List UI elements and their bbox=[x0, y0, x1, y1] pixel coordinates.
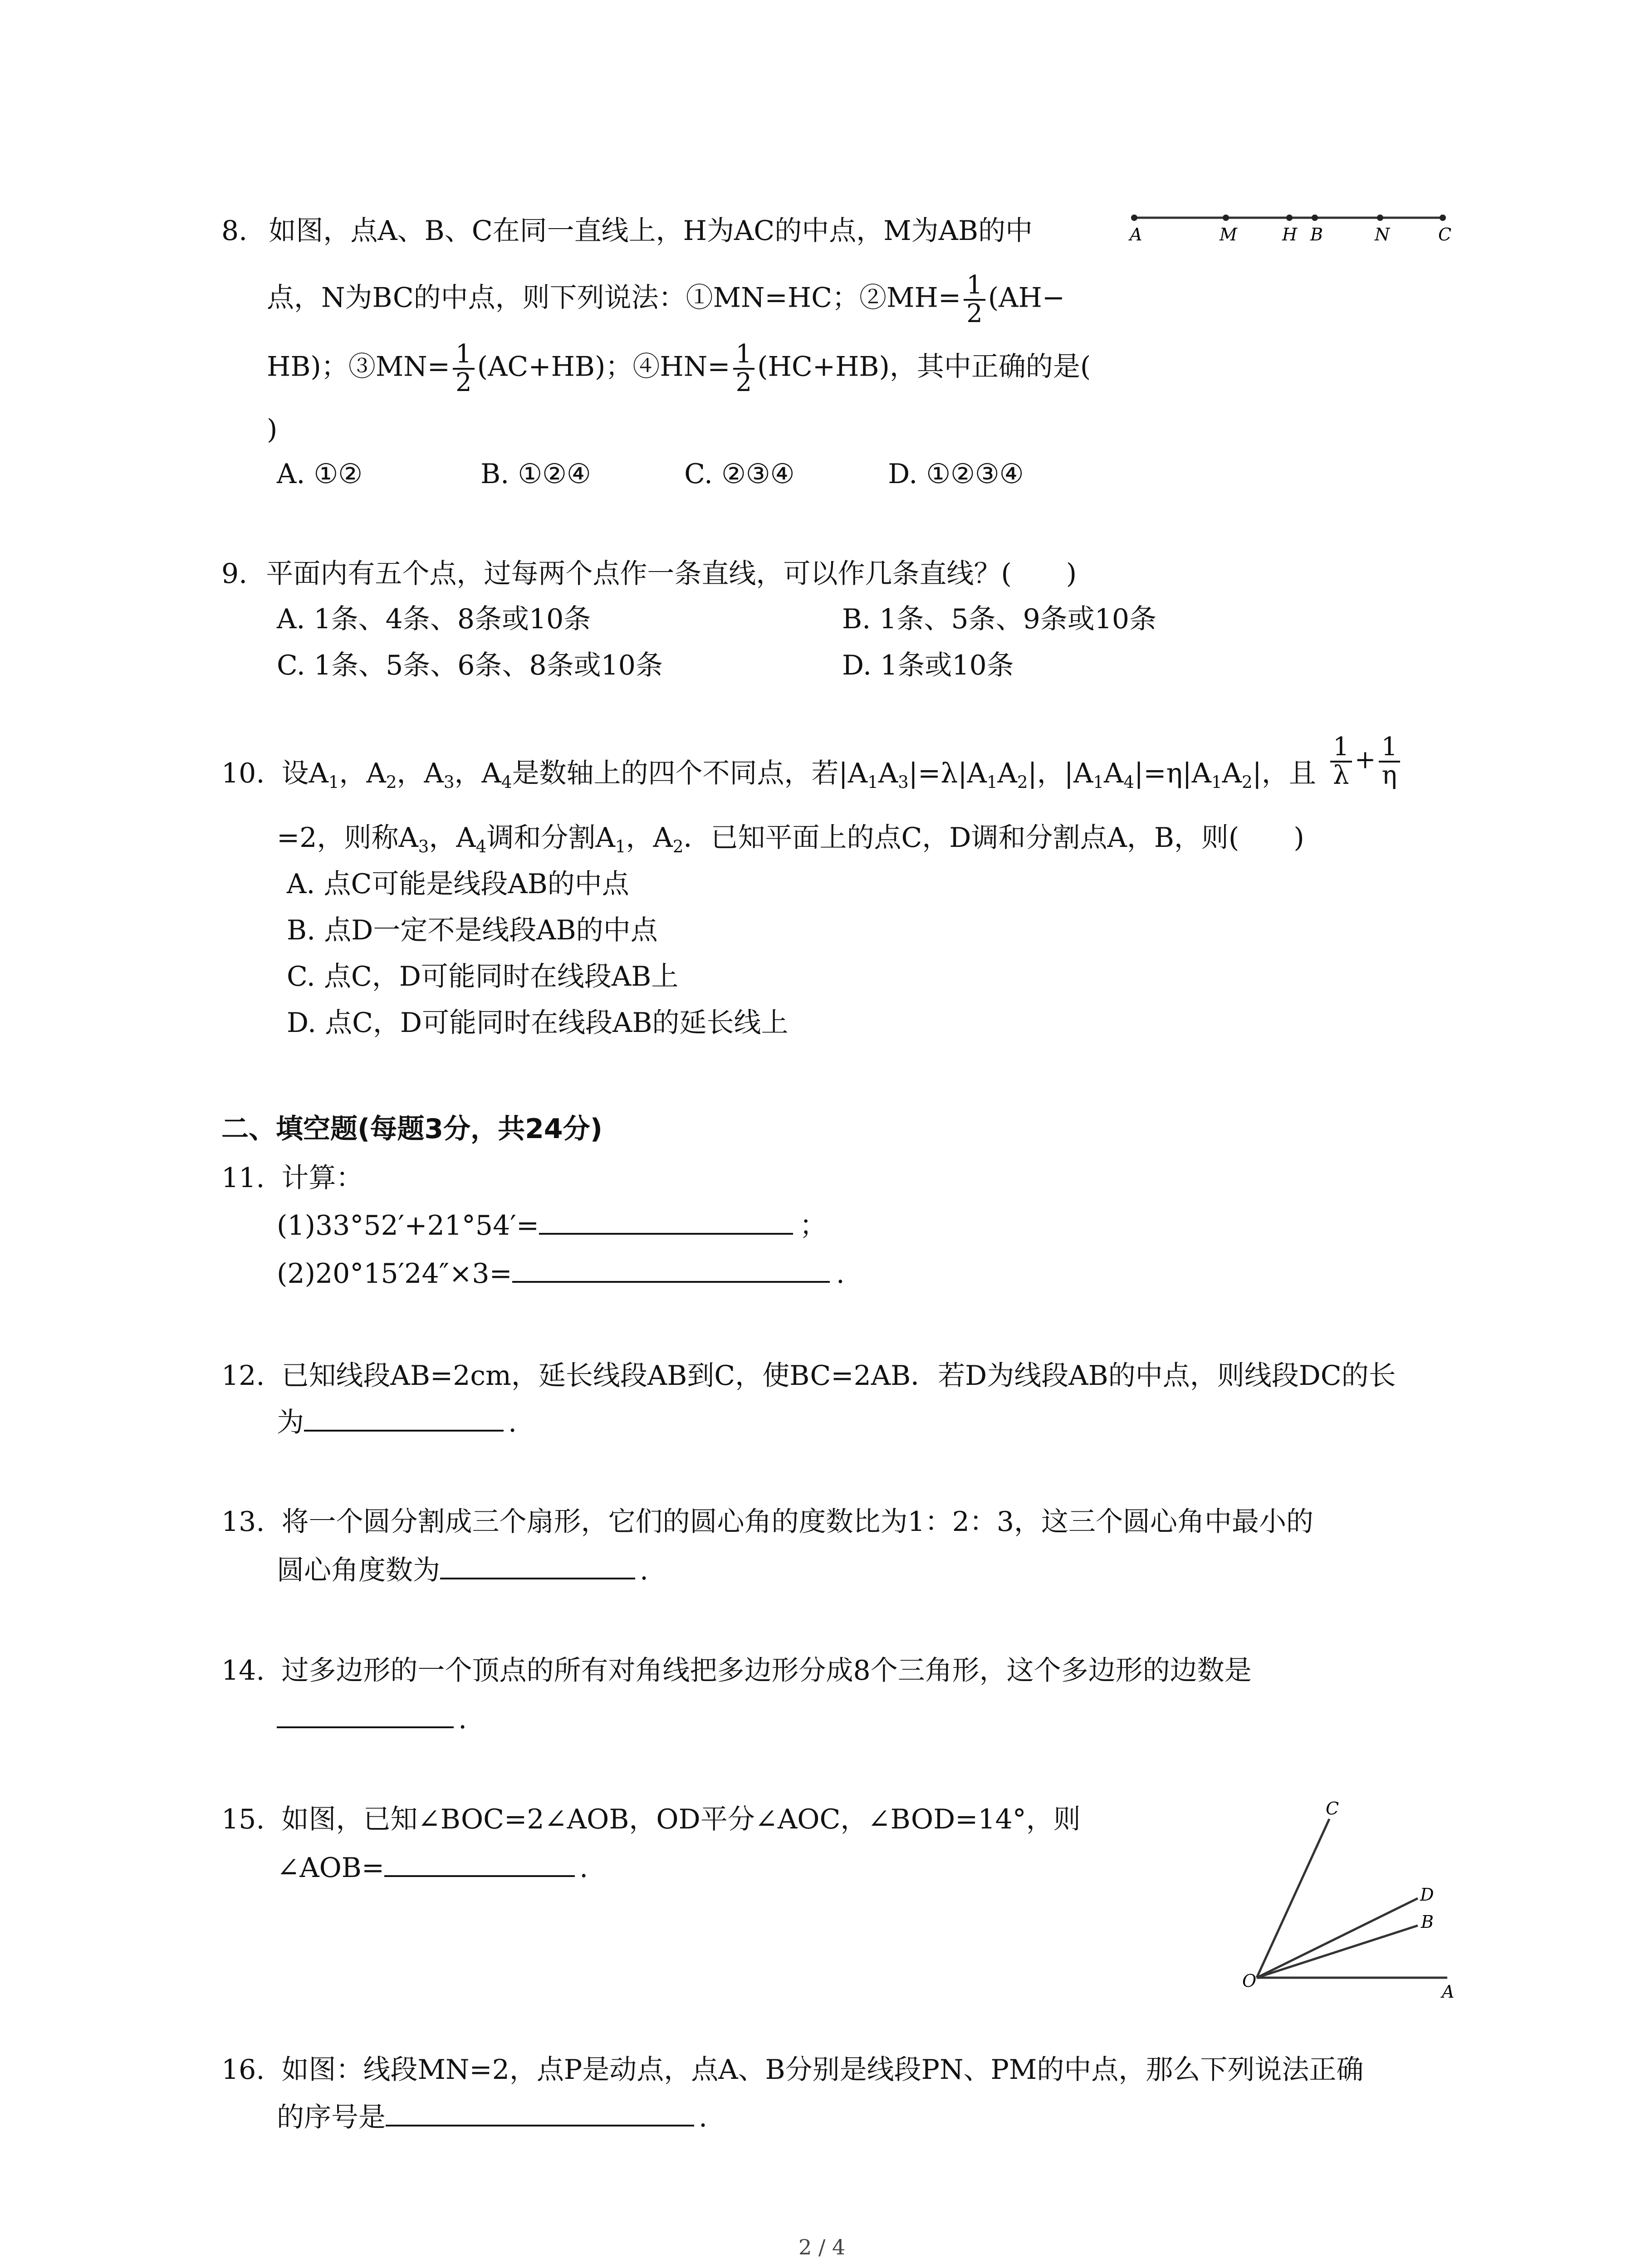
q11-part2 bbox=[277, 1256, 845, 1291]
q16-line2-end: . bbox=[699, 2102, 708, 2133]
q9-option-c: C. 1条、5条、6条、8条或10条 bbox=[277, 650, 663, 681]
q9-text: 平面内有五个点，过每两个点作一条直线，可以作几条直线？( ) bbox=[266, 558, 1077, 590]
q13-text-line1: 将一个圆分割成三个扇形，它们的圆心角的度数比为1：2：3，这三个圆心角中最小的 bbox=[281, 1506, 1314, 1538]
q8-point-n bbox=[1377, 215, 1383, 221]
q14-number: 14. bbox=[221, 1655, 265, 1686]
q9-line1 bbox=[221, 557, 1077, 591]
q8-text-line3c: (HC+HB)，其中正确的是( bbox=[757, 351, 1091, 383]
q15-label-c: C bbox=[1326, 1799, 1339, 1818]
q15-line2 bbox=[277, 1851, 588, 1885]
q8-point-h bbox=[1286, 215, 1293, 221]
q8-option-c: C. ②③④ bbox=[684, 458, 795, 490]
q13-answer-blank[interactable] bbox=[440, 1553, 635, 1579]
q15-answer-blank[interactable] bbox=[384, 1851, 575, 1877]
q11-answer-blank-2[interactable] bbox=[512, 1256, 830, 1283]
q13-line2 bbox=[277, 1553, 648, 1588]
q8-line4: ) bbox=[267, 414, 278, 445]
q10-option-c: C. 点C，D可能同时在线段AB上 bbox=[287, 961, 679, 992]
q8-point-b bbox=[1312, 215, 1318, 221]
q10-plus: + bbox=[1354, 745, 1376, 775]
q16-number: 16. bbox=[221, 2054, 265, 2086]
q11-part1 bbox=[277, 1208, 827, 1243]
q8-text-line2-end: (AH− bbox=[988, 282, 1065, 314]
q11-answer-blank-1[interactable] bbox=[539, 1208, 793, 1235]
q12-number: 12. bbox=[221, 1360, 265, 1392]
section-2-title: 二、填空题(每题3分，共24分) bbox=[221, 1113, 603, 1145]
q14-line2 bbox=[277, 1702, 467, 1736]
q15-label-d: D bbox=[1420, 1885, 1434, 1905]
q10-option-d: D. 点C，D可能同时在线段AB的延长线上 bbox=[287, 1007, 789, 1039]
q8-text-line3a: HB)；③MN= bbox=[267, 351, 451, 383]
q14-line1 bbox=[221, 1654, 1252, 1688]
q16-answer-blank[interactable] bbox=[386, 2100, 694, 2126]
q10-fraction-lambda: $\frac{1}{\lambda}$ bbox=[1330, 734, 1352, 789]
page-number: 2 / 4 bbox=[798, 2235, 846, 2259]
q8-text-line2: 点，N为BC的中点，则下列说法：①MN=HC；②MH= bbox=[267, 282, 961, 314]
q10-line1 bbox=[221, 757, 1316, 792]
q13-number: 13. bbox=[221, 1506, 265, 1538]
q15-ray-od bbox=[1257, 1898, 1418, 1978]
q15-figure-angles bbox=[1225, 1796, 1461, 2005]
q8-point-a bbox=[1131, 215, 1137, 221]
q11-part2-end: . bbox=[836, 1258, 845, 1290]
q15-label-a: A bbox=[1442, 1982, 1455, 2002]
q11-part2-text: (2)20°15′24″×3= bbox=[277, 1258, 512, 1290]
q9-option-d: D. 1条或10条 bbox=[842, 650, 1014, 681]
q8-line3 bbox=[267, 341, 1091, 396]
q15-label-o: O bbox=[1242, 1971, 1257, 1991]
q15-ray-oc bbox=[1257, 1819, 1329, 1978]
q11-number: 11. bbox=[221, 1162, 265, 1194]
q11-part1-text: (1)33°52′+21°54′= bbox=[277, 1210, 539, 1242]
q9-option-b: B. 1条、5条、9条或10条 bbox=[842, 603, 1157, 635]
q8-line2 bbox=[267, 272, 1065, 327]
q8-fraction-half-3: $\frac{1}{2}$ bbox=[733, 341, 755, 396]
q10-number: 10. bbox=[221, 758, 265, 789]
q13-text-line2: 圆心角度数为 bbox=[277, 1554, 440, 1586]
q8-label-n: N bbox=[1375, 225, 1390, 244]
q10-fraction-group bbox=[1327, 734, 1403, 789]
q11-title: 计算： bbox=[281, 1162, 363, 1194]
q8-text-line1: 如图，点A、B、C在同一直线上，H为AC的中点，M为AB的中 bbox=[269, 215, 1033, 247]
q15-text-line2: ∠AOB= bbox=[277, 1852, 385, 1884]
q10-option-a: A. 点C可能是线段AB的中点 bbox=[287, 868, 629, 900]
q8-label-c: C bbox=[1438, 225, 1452, 244]
q8-label-a: A bbox=[1130, 225, 1142, 244]
q10-option-b: B. 点D一定不是线段AB的中点 bbox=[287, 914, 658, 946]
q14-line2-end: . bbox=[458, 1703, 467, 1735]
q12-line1 bbox=[221, 1359, 1396, 1393]
q12-answer-blank[interactable] bbox=[304, 1405, 504, 1432]
q16-text-line1: 如图：线段MN=2，点P是动点，点A、B分别是线段PN、PM的中点，那么下列说法正确 bbox=[281, 2054, 1364, 2086]
q14-answer-blank[interactable] bbox=[277, 1702, 454, 1728]
q9-option-a: A. 1条、4条、8条或10条 bbox=[277, 603, 591, 635]
q12-line2 bbox=[277, 1405, 517, 1440]
q8-fraction-half-2: $\frac{1}{2}$ bbox=[453, 341, 475, 396]
q15-line1 bbox=[221, 1803, 1081, 1837]
q8-figure-line bbox=[1121, 200, 1456, 249]
q8-option-d: D. ①②③④ bbox=[888, 458, 1024, 490]
q16-line1 bbox=[221, 2053, 1363, 2087]
q8-label-h: H bbox=[1282, 225, 1298, 244]
q15-label-b: B bbox=[1421, 1912, 1434, 1932]
q11-line1 bbox=[221, 1161, 363, 1195]
q12-line2-end: . bbox=[508, 1407, 517, 1438]
q15-line2-end: . bbox=[579, 1852, 588, 1884]
q8-label-b: B bbox=[1310, 225, 1323, 244]
q8-text-line3b: (AC+HB)；④HN= bbox=[477, 351, 730, 383]
q8-option-b: B. ①②④ bbox=[480, 458, 591, 490]
q15-ray-ob bbox=[1257, 1926, 1418, 1978]
q16-text-line2: 的序号是 bbox=[277, 2102, 386, 2133]
q8-fraction-half-1: $\frac{1}{2}$ bbox=[964, 272, 985, 327]
q8-point-c bbox=[1440, 215, 1446, 221]
q12-text-line2: 为 bbox=[277, 1407, 304, 1438]
q10-line2: =2，则称$A_3$，$A_4$调和分割$A_1$，$A_2$．已知平面上的点C，D调和分割点A，B，则( ) bbox=[277, 822, 1304, 856]
q16-line2 bbox=[277, 2100, 707, 2135]
q8-number: 8. bbox=[221, 215, 248, 247]
q12-text-line1: 已知线段AB=2cm，延长线段AB到C，使BC=2AB．若D为线段AB的中点，则线段DC的长 bbox=[281, 1360, 1396, 1392]
q15-text-line1: 如图，已知∠BOC=2∠AOB，OD平分∠AOC，∠BOD=14°，则 bbox=[281, 1804, 1081, 1835]
q8-options bbox=[277, 457, 1024, 491]
q10-text-line1: 设$A_1$，$A_2$，$A_3$，$A_4$是数轴上的四个不同点，若$|A_1A_3|=\lambda|A_1A_2|$，$|A_1A_4|=\eta|A_1A_2|$，且 bbox=[281, 758, 1316, 792]
q14-text-line1: 过多边形的一个顶点的所有对角线把多边形分成8个三角形，这个多边形的边数是 bbox=[281, 1655, 1252, 1686]
q8-point-m bbox=[1223, 215, 1229, 221]
q9-number: 9. bbox=[221, 558, 248, 590]
q13-line1 bbox=[221, 1505, 1313, 1539]
q8-label-m: M bbox=[1220, 225, 1237, 244]
q13-line2-end: . bbox=[640, 1554, 649, 1586]
q11-part1-end: ； bbox=[799, 1210, 827, 1242]
q15-number: 15. bbox=[221, 1804, 265, 1835]
q8-option-a: A. ①② bbox=[277, 458, 363, 490]
q8-line1 bbox=[221, 214, 1033, 248]
q10-fraction-eta: $\frac{1}{\eta}$ bbox=[1379, 734, 1401, 789]
